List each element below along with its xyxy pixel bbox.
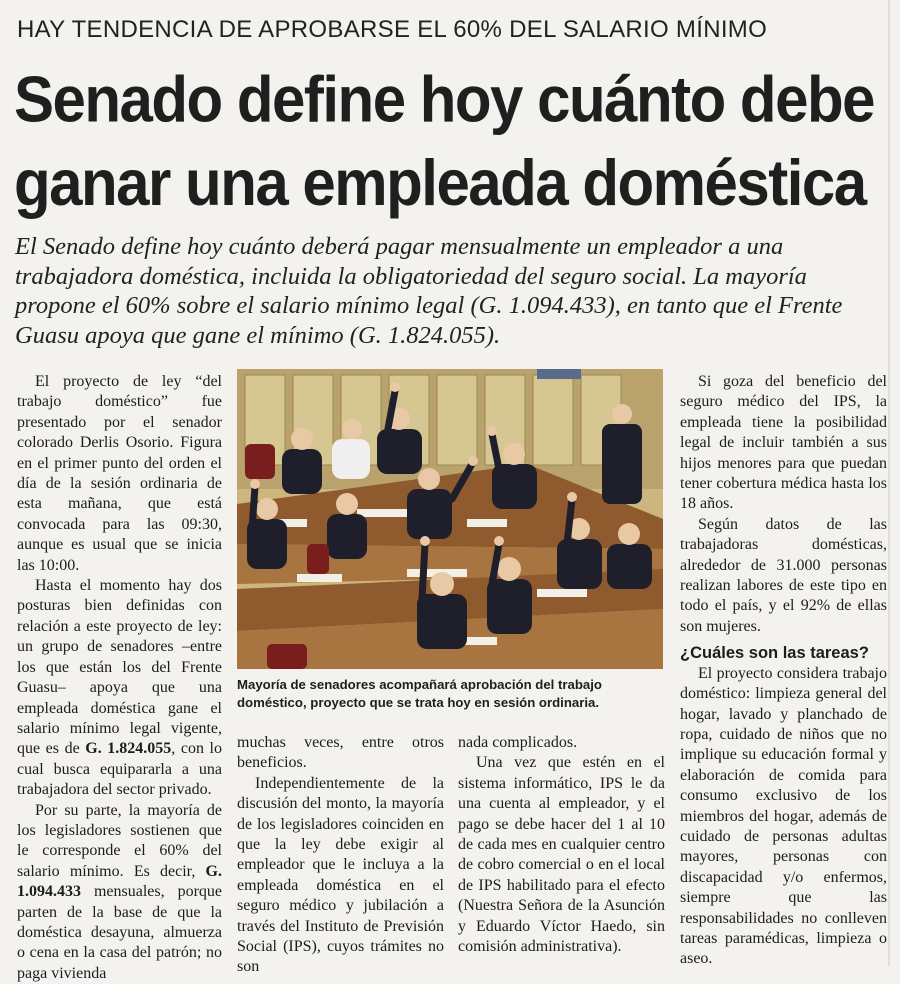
amount-minimum: G. 1.824.055 (85, 740, 172, 758)
text-column-3 (458, 733, 665, 957)
article-kicker: HAY TENDENCIA DE APROBARSE EL 60% DEL SALARIO MÍNIMO (17, 16, 768, 43)
photo-caption: Mayoría de senadores acompañará aprobación del trabajo doméstico, proyecto que se trata hoy en sesión ordinaria. (237, 677, 602, 710)
article-headline: Senado define hoy cuánto debe ganar una empleada doméstica (14, 63, 874, 219)
paragraph: El proyecto considera trabajo doméstico: limpieza general del hogar, lavado y planchado de ropa, cuidado de niños que no implique su educación formal y elaboración de comida para consumo exclusivo de los miembros del hogar, además de cuidado de personas adultas mayores, personas con discapacidad y/o enfermos, siempre que las responsabilidades no conlleven tareas paramédicas, limpieza o aseo. (680, 664, 887, 968)
paragraph: Si goza del beneficio del seguro médico del IPS, la empleada tiene la posibilidad legal de incluir también a sus hijos menores para que puedan tener cobertura médica hasta los 18 años. (680, 373, 887, 513)
paragraph: Hasta el momento hay dos posturas bien definidas con relación a este proyecto de ley: un grupo de senadores –entre los que están los del Frente Guasu– apoya que una empleada doméstica gane el salario mínimo legal vigente, que es de G. 1.824.055, con lo cual busca equipararla a una trabajadora del sector privado. (17, 577, 222, 799)
section-subhead: ¿Cuáles son las tareas? (680, 644, 869, 663)
paragraph: Independientemente de la discusión del monto, la mayoría de los legisladores coinciden en que la ley debe exigir al empleador que le incluya a la empleada doméstica en el seguro médico y jubilación a través del Instituto de Previsión Social (IPS), cuyos trámites no son (237, 774, 444, 976)
text-column-1 (17, 372, 222, 984)
paragraph: Según datos de las trabajadoras domésticas, alrededor de 31.000 personas realizan labores de este tipo en todo el país, y el 92% de ellas son mujeres. (680, 515, 887, 635)
paragraph: Por su parte, la mayoría de los legisladores sostienen que le corresponde el 60% del salario mínimo. Es decir, G. 1.094.433 mensuales, porque parten de la base de que la doméstica desayuna, almuerza o cena en la casa del patrón; no paga vivienda (17, 801, 222, 982)
amount-sixty-percent: G. 1.094.433 (17, 862, 222, 901)
text-column-4 (680, 372, 887, 970)
text-column-2 (237, 733, 444, 978)
senate-session-photo (237, 369, 663, 669)
paragraph: muchas veces, entre otros beneficios. (237, 734, 444, 772)
paragraph: nada complicados. (458, 734, 578, 751)
paragraph: El proyecto de ley “del trabajo doméstico” fue presentado por el senador colorado Derlis Osorio. Figura en el primer punto del orden el día de la sesión ordinaria de esta mañana, que está convocada para las 09:30, aunque es usual que se inicia las 10:00. (17, 373, 222, 574)
article-deck: El Senado define hoy cuánto deberá pagar mensualmente un empleador a una trabajadora doméstica, incluida la obligatoriedad del seguro social. La mayoría propone el 60% sobre el salario mínimo legal (G. 1.094.433), en tanto que el Frente Guasu apoya que gane el mínimo (G. 1.824.055). (15, 233, 843, 349)
paragraph: Una vez que estén en el sistema informático, IPS le da una cuenta al empleador, y el pago se debe hacer del 1 al 10 de cada mes en cualquier centro de cobro comercial o en el local de IPS habilitado para el efecto (Nuestra Señora de la Asunción y Eduardo Víctor Haedo, sin comisión administrativa). (458, 754, 665, 956)
senate-chamber-illustration (237, 369, 663, 669)
